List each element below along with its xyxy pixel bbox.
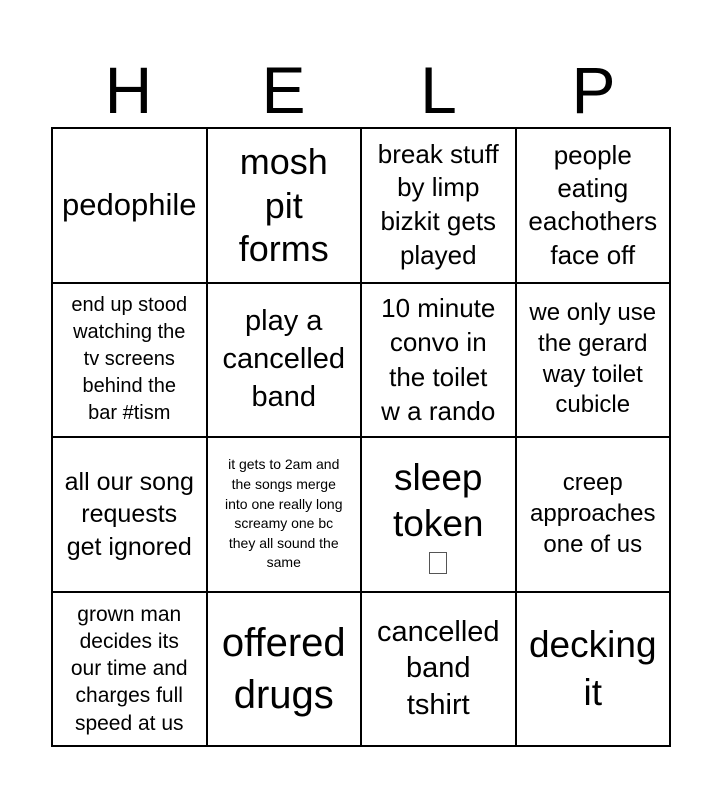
cell-text: decking it [528, 624, 657, 713]
bingo-cell[interactable] [517, 593, 672, 748]
bingo-header [51, 52, 671, 128]
bingo-cell[interactable] [362, 284, 517, 439]
bingo-cell[interactable] [53, 593, 208, 748]
bingo-cell[interactable] [53, 129, 208, 284]
bingo-cell[interactable] [208, 438, 363, 593]
cell-text: play a cancelled band [222, 305, 346, 413]
cell-text: pedophile [62, 187, 197, 223]
bingo-cell[interactable] [362, 438, 517, 593]
bingo-cell[interactable] [517, 438, 672, 593]
bingo-grid [51, 127, 671, 747]
cell-text: sleep token [392, 457, 484, 545]
cell-text: mosh pit forms [238, 141, 329, 269]
cell-text: people eating eachothers face off [528, 139, 658, 270]
bingo-cell[interactable] [517, 284, 672, 439]
cell-text: all our song requests get ignored [64, 467, 194, 561]
bingo-cell[interactable] [208, 284, 363, 439]
header-letter-p: P [571, 53, 616, 127]
header-letter-e: E [261, 53, 306, 127]
cell-text: break stuff by limp bizkit gets played [377, 138, 499, 271]
bingo-cell[interactable] [53, 438, 208, 593]
cell-text: cancelled band tshirt [376, 615, 500, 722]
header-letter-l: L [420, 53, 457, 127]
bingo-cell[interactable] [53, 284, 208, 439]
bingo-cell[interactable] [208, 593, 363, 748]
bingo-cell[interactable] [362, 593, 517, 748]
cell-text: we only use the gerard way toilet cubicle [529, 299, 657, 419]
cell-text: it gets to 2am and the songs merge into one really long screamy one bc they all sound the same [224, 456, 343, 571]
cell-text: 10 minute convo in the toilet w a rando [381, 293, 496, 427]
cell-text: end up stood watching the tv screens behind the bar #tism [71, 294, 188, 425]
placeholder-glyph-icon [429, 552, 447, 574]
cell-text: offered drugs [221, 620, 346, 717]
bingo-cell[interactable] [517, 129, 672, 284]
bingo-cell[interactable] [208, 129, 363, 284]
bingo-cell[interactable] [362, 129, 517, 284]
cell-text: creep approaches one of us [530, 469, 656, 558]
header-letter-h: H [104, 53, 153, 127]
cell-text: grown man decides its our time and charges full speed at us [70, 602, 188, 735]
